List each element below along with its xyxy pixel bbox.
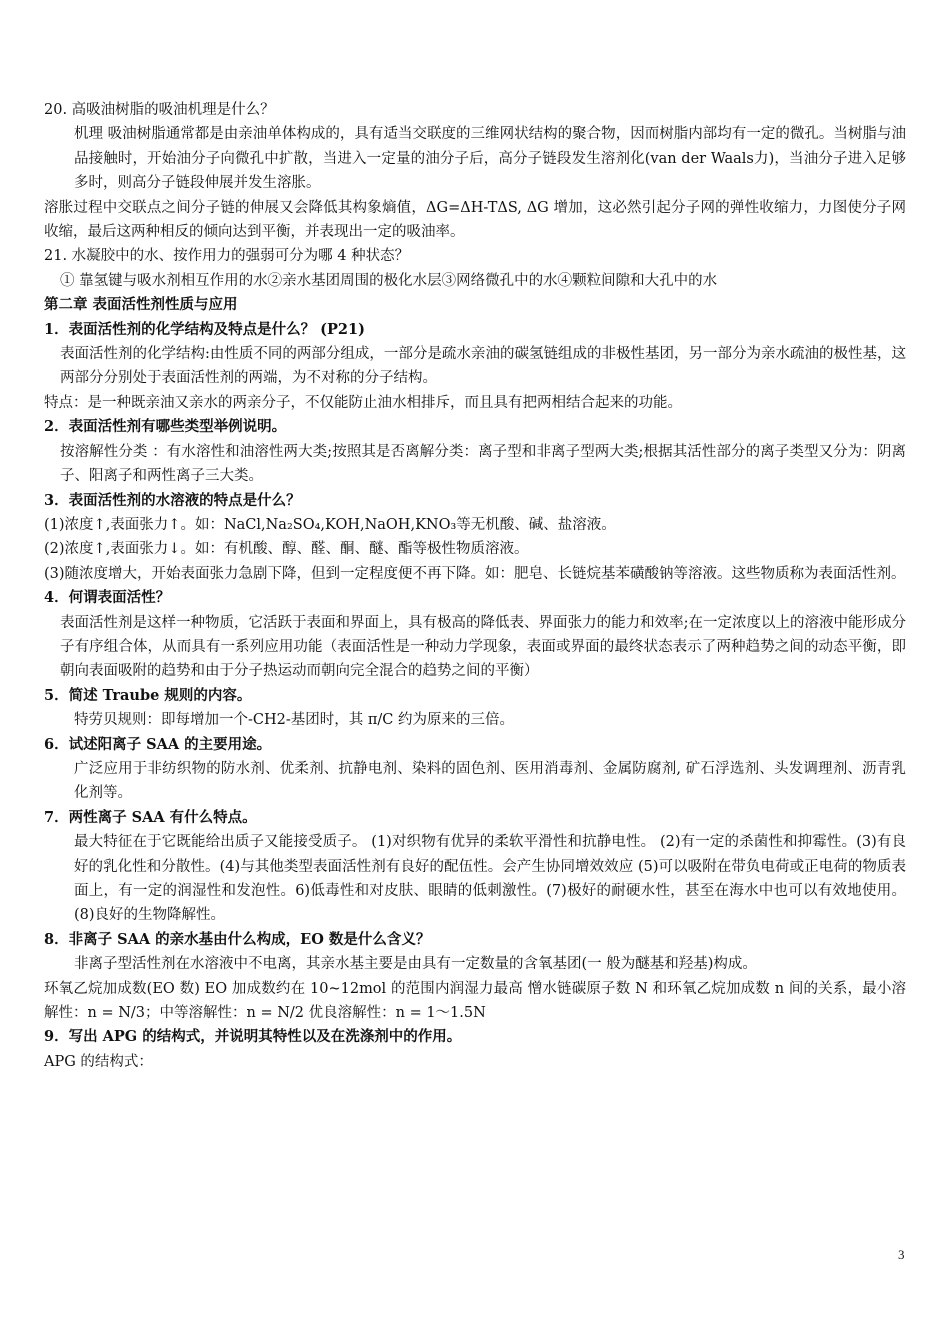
answer-ch2-2: 按溶解性分类 ：有水溶性和油溶性两大类;按照其是否离解分类：离子型和非离子型两大类;根据其活性部分的离子类型又分为：阴离子、阳离子和两性离子三大类。 [60,443,906,485]
question-ch2-6: 6．试述阳离子 SAA 的主要用途。 [44,735,272,753]
answer-ch2-3-item3: (3)随浓度增大，开始表面张力急剧下降，但到一定程度便不再下降。如：肥皂、长链烷基苯磺酸钠等溶液。这些物质称为表面活性剂。 [44,565,906,582]
answer-ch2-5: 特劳贝规则：即每增加一个-CH2-基团时，其 π/C 约为原来的三倍。 [74,712,514,729]
answer-ch2-4: 表面活性剂是这样一种物质，它活跃于表面和界面上，具有极高的降低表、界面张力的能力和效率;在一定浓度以上的溶液中能形成分子有序组合体，从而具有一系列应用功能（表面活性是一种动力学现象，表面或界面的最终状态表示了两种趋势之间的动态平衡，即朝向表面吸附的趋势和由于分子热运动而朝向完全混合的趋势之间的平衡） [60,614,906,680]
question-ch2-4: 4．何谓表面活性？ [44,589,171,607]
question-ch2-2: 2．表面活性剂有哪些类型举例说明。 [44,418,287,436]
answer-ch2-8-hydrophile: 非离子型活性剂在水溶液中不电离，其亲水基主要是由具有一定数量的含氧基团(一 般为醚基和羟基)构成。 [74,956,757,973]
answer-21: ① 靠氢键与吸水剂相互作用的水②亲水基团周围的极化水层③网络微孔中的水④颗粒间隙和大孔中的水 [60,272,718,289]
answer-ch2-3-item1: (1)浓度↑,表面张力↑。如：NaCl,Na₂SO₄,KOH,NaOH,KNO₃等无机酸、碱、盐溶液。 [44,516,616,533]
question-ch2-7: 7．两性离子 SAA 有什么特点。 [44,808,257,826]
answer-ch2-1-features: 特点：是一种既亲油又亲水的两亲分子，不仅能防止油水相排斥，而且具有把两相结合起来的功能。 [44,394,682,411]
answer-ch2-8-eo-number: 环氧乙烷加成数(EO 数) EO 加成数约在 10~12mol 的范围内润湿力最高 憎水链碳原子数 N 和环氧乙烷加成数 n 间的关系，最小溶解性：n = N/3；中等溶解性：n = N/2 优良溶解性：n = 1～1.5N [44,980,906,1022]
answer-ch2-1-structure: 表面活性剂的化学结构:由性质不同的两部分组成，一部分是疏水亲油的碳氢链组成的非极性基团，另一部分为亲水疏油的极性基，这两部分分别处于表面活性剂的两端，为不对称的分子结构。 [60,346,906,387]
question-21: 21. 水凝胶中的水、按作用力的强弱可分为哪 4 种状态？ [44,248,410,265]
answer-ch2-3-item2: (2)浓度↑,表面张力↓。如：有机酸、醇、醛、酮、醚、酯等极性物质溶液。 [44,541,529,558]
chapter-heading: 第二章 表面活性剂性质与应用 [44,296,238,314]
document-body [44,98,906,1074]
question-ch2-9: 9．写出 APG 的结构式，并说明其特性以及在洗涤剂中的作用。 [44,1028,462,1046]
answer-20-swelling: 溶胀过程中交联点之间分子链的伸展又会降低其构象熵值，ΔG=ΔH-TΔS, ΔG 增加，这必然引起分子网的弹性收缩力，力图使分子网收缩，最后这两种相反的倾向达到平衡，并表现出一定的吸油率。 [44,199,906,241]
answer-ch2-7: 最大特征在于它既能给出质子又能接受质子。 (1)对织物有优异的柔软平滑性和抗静电性。 (2)有一定的杀菌性和抑霉性。(3)有良好的乳化性和分散性。(4)与其他类型表面活性剂有良好的配伍性。会产生协同增效效应 (5)可以吸附在带负电荷或正电荷的物质表面上，有一定的润湿性和发泡性。6)低毒性和对皮肤、眼睛的低刺激性。(7)极好的耐硬水性，甚至在海水中也可以有效地使用。(8)良好的生物降解性。 [74,834,906,924]
question-ch2-8: 8．非离子 SAA 的亲水基由什么构成，EO 数是什么含义？ [44,930,431,948]
question-20: 20. 高吸油树脂的吸油机理是什么？ [44,102,275,118]
question-ch2-5: 5．简述 Traube 规则的内容。 [44,686,252,704]
answer-ch2-6: 广泛应用于非纺织物的防水剂、优柔剂、抗静电剂、染料的固色剂、医用消毒剂、金属防腐剂, 矿石浮选剂、头发调理剂、沥青乳化剂等。 [74,760,906,802]
question-ch2-1: 1．表面活性剂的化学结构及特点是什么？ (P21) [44,320,365,338]
question-ch2-3: 3．表面活性剂的水溶液的特点是什么？ [44,491,301,509]
answer-ch2-9-structure-label: APG 的结构式： [44,1053,153,1070]
answer-20-mechanism: 机理 吸油树脂通常都是由亲油单体构成的，具有适当交联度的三维网状结构的聚合物，因而树脂内部均有一定的微孔。当树脂与油品接触时，开始油分子向微孔中扩散，当进入一定量的油分子后，高分子链段发生溶剂化(van der Waals力)，当油分子进入足够多时，则高分子链段伸展并发生溶胀。 [74,126,906,192]
page-number: 3 [898,1247,905,1262]
